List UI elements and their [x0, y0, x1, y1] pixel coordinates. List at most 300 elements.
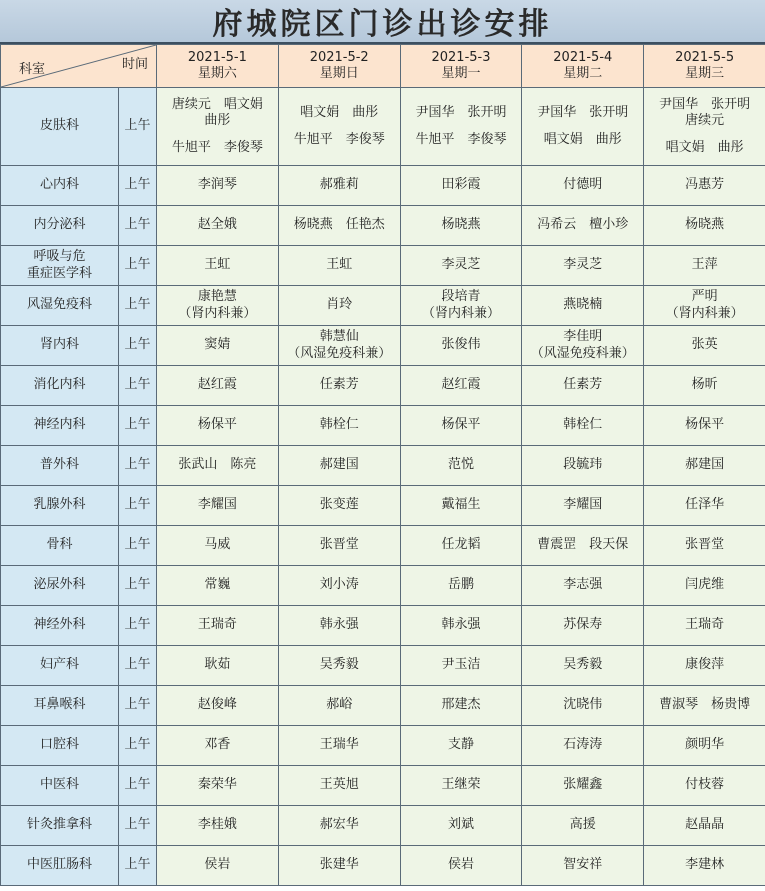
dept-cell — [1, 326, 119, 366]
doctor-cell — [644, 166, 765, 206]
dept-cell — [1, 286, 119, 326]
doctor-names: 闫虎维 — [685, 577, 725, 593]
doctor-cell — [522, 566, 644, 606]
doctor-names: 张耀鑫 — [563, 777, 603, 793]
dept-cell — [1, 526, 119, 566]
doctor-names: 张晋堂 — [685, 537, 725, 553]
dept-cell — [1, 646, 119, 686]
doctor-cell — [157, 526, 279, 566]
corner-header — [1, 45, 157, 88]
doctor-names: 马威 — [204, 537, 231, 553]
doctor-names: 曹淑琴 杨贵博 — [659, 697, 751, 713]
doctor-names: （肾内科兼） — [665, 305, 744, 321]
dept-name: 消化内科 — [33, 377, 86, 393]
doctor-names: 赵俊峰 — [197, 697, 237, 713]
day-header — [522, 45, 644, 88]
time-cell: 上午 — [119, 646, 157, 686]
line-spacer — [279, 122, 400, 132]
doctor-cell — [522, 486, 644, 526]
doctor-names: 郝宏华 — [319, 817, 359, 833]
doctor-cell — [522, 246, 644, 286]
day-date: 2021-5-5 — [675, 49, 735, 65]
doctor-cell — [400, 486, 522, 526]
dept-cell — [1, 446, 119, 486]
time-cell: 上午 — [119, 486, 157, 526]
table-row — [1, 326, 765, 366]
doctor-cell — [278, 246, 400, 286]
doctor-cell — [278, 766, 400, 806]
dept-cell — [1, 166, 119, 206]
doctor-cell — [278, 646, 400, 686]
doctor-names: 岳鹏 — [447, 577, 474, 593]
doctor-names: 唱文娟 曲彤 — [665, 139, 744, 155]
time-cell: 上午 — [119, 166, 157, 206]
doctor-names: 任龙韬 — [441, 537, 481, 553]
doctor-names: 智安祥 — [563, 857, 603, 873]
dept-name: 针灸推拿科 — [26, 817, 92, 833]
doctor-names: 李志强 — [563, 577, 603, 593]
doctor-cell — [644, 246, 765, 286]
table-row — [1, 406, 765, 446]
doctor-cell — [157, 446, 279, 486]
doctor-cell — [157, 766, 279, 806]
doctor-names: 韩栓仁 — [563, 417, 603, 433]
dept-name: 妇产科 — [39, 657, 79, 673]
doctor-names: 付德明 — [563, 177, 603, 193]
doctor-names: 唱文娟 曲彤 — [300, 105, 379, 121]
doctor-cell — [400, 366, 522, 406]
day-date: 2021-5-3 — [431, 49, 491, 65]
dept-name: 心内科 — [39, 177, 79, 193]
title-bar — [0, 0, 765, 44]
dept-name: 神经外科 — [33, 617, 86, 633]
doctor-names: 尹玉洁 — [441, 657, 481, 673]
doctor-cell — [522, 286, 644, 326]
doctor-names: （风湿免疫科兼） — [530, 345, 635, 361]
doctor-cell — [644, 686, 765, 726]
doctor-names: 康艳慧 — [197, 289, 237, 305]
doctor-cell — [522, 206, 644, 246]
doctor-names: 尹国华 张开明 — [537, 105, 629, 121]
doctor-names: 戴福生 — [441, 497, 481, 513]
doctor-names: 杨晓燕 — [441, 217, 481, 233]
doctor-cell — [522, 766, 644, 806]
doctor-cell — [157, 726, 279, 766]
table-row — [1, 246, 765, 286]
doctor-names: 肖玲 — [326, 297, 353, 313]
day-header — [278, 45, 400, 88]
time-cell: 上午 — [119, 806, 157, 846]
time-cell: 上午 — [119, 366, 157, 406]
doctor-names: 李建林 — [685, 857, 725, 873]
dept-name: 皮肤科 — [39, 118, 79, 134]
doctor-cell — [400, 606, 522, 646]
doctor-cell — [157, 206, 279, 246]
doctor-names: 田彩霞 — [441, 177, 481, 193]
doctor-cell — [278, 846, 400, 886]
doctor-names: 王继荣 — [441, 777, 481, 793]
doctor-names: 耿茹 — [204, 657, 231, 673]
doctor-names: 唐续元 — [685, 113, 725, 129]
schedule-body — [1, 88, 765, 886]
day-weekday: 星期日 — [319, 66, 359, 81]
table-row — [1, 206, 765, 246]
doctor-names: 赵全娥 — [197, 217, 237, 233]
doctor-names: 赵红霞 — [441, 377, 481, 393]
schedule-table — [0, 44, 765, 886]
doctor-names: 任素芳 — [563, 377, 603, 393]
doctor-names: 杨保平 — [197, 417, 237, 433]
doctor-cell — [522, 366, 644, 406]
doctor-names: 严明 — [691, 289, 718, 305]
doctor-cell — [522, 646, 644, 686]
table-row — [1, 486, 765, 526]
day-header — [157, 45, 279, 88]
doctor-cell — [644, 286, 765, 326]
doctor-names: 王瑞奇 — [685, 617, 725, 633]
doctor-names: 杨昕 — [691, 377, 718, 393]
time-cell: 上午 — [119, 326, 157, 366]
doctor-names: 刘小涛 — [319, 577, 359, 593]
doctor-cell — [157, 806, 279, 846]
doctor-cell — [278, 486, 400, 526]
dept-cell — [1, 486, 119, 526]
doctor-names: 尹国华 张开明 — [659, 97, 751, 113]
page-title: 府城院区门诊出诊安排 — [212, 7, 553, 42]
doctor-names: 段毓玮 — [563, 457, 603, 473]
doctor-names: 邢建杰 — [441, 697, 481, 713]
time-cell: 上午 — [119, 446, 157, 486]
doctor-names: 牛旭平 李俊琴 — [415, 131, 507, 147]
doctor-names: 曲彤 — [204, 113, 231, 129]
doctor-names: 李耀国 — [197, 497, 237, 513]
doctor-names: 杨保平 — [685, 417, 725, 433]
doctor-cell — [157, 406, 279, 446]
time-cell: 上午 — [119, 566, 157, 606]
day-weekday: 星期六 — [197, 66, 237, 81]
doctor-names: 李灵芝 — [441, 257, 481, 273]
doctor-cell — [400, 846, 522, 886]
doctor-names: 郝建国 — [319, 457, 359, 473]
dept-cell — [1, 406, 119, 446]
day-date: 2021-5-4 — [553, 49, 613, 65]
doctor-names: 康俊萍 — [685, 657, 725, 673]
doctor-cell — [157, 88, 279, 166]
doctor-names: 段培青 — [441, 289, 481, 305]
doctor-cell — [644, 806, 765, 846]
doctor-names: 燕晓楠 — [563, 297, 603, 313]
doctor-names: 郝雅莉 — [319, 177, 359, 193]
dept-name: 骨科 — [46, 537, 73, 553]
doctor-names: 韩慧仙 — [319, 329, 359, 345]
doctor-cell — [644, 206, 765, 246]
doctor-cell — [278, 326, 400, 366]
dept-name: 普外科 — [39, 457, 79, 473]
dept-name: 口腔科 — [39, 737, 79, 753]
doctor-cell — [278, 88, 400, 166]
table-row — [1, 446, 765, 486]
doctor-cell — [278, 526, 400, 566]
doctor-cell — [157, 566, 279, 606]
day-date: 2021-5-2 — [309, 49, 369, 65]
doctor-names: 唐续元 唱文娟 — [171, 97, 263, 113]
doctor-names: 任泽华 — [685, 497, 725, 513]
doctor-cell — [522, 446, 644, 486]
dept-cell — [1, 766, 119, 806]
doctor-cell — [278, 806, 400, 846]
header-row — [1, 45, 765, 88]
time-cell: 上午 — [119, 286, 157, 326]
doctor-cell — [400, 566, 522, 606]
doctor-names: 王英旭 — [319, 777, 359, 793]
line-spacer — [522, 122, 643, 132]
doctor-names: （肾内科兼） — [178, 305, 257, 321]
dept-name: 耳鼻喉科 — [33, 697, 86, 713]
dept-name: 内分泌科 — [33, 217, 86, 233]
doctor-cell — [400, 88, 522, 166]
doctor-cell — [400, 766, 522, 806]
dept-name: 肾内科 — [39, 337, 79, 353]
time-cell: 上午 — [119, 526, 157, 566]
doctor-names: 苏保寿 — [563, 617, 603, 633]
doctor-cell — [157, 166, 279, 206]
doctor-cell — [400, 206, 522, 246]
dept-cell — [1, 806, 119, 846]
doctor-names: 颜明华 — [685, 737, 725, 753]
doctor-cell — [400, 806, 522, 846]
doctor-names: 李佳明 — [563, 329, 603, 345]
doctor-cell — [400, 326, 522, 366]
table-row — [1, 286, 765, 326]
table-row — [1, 686, 765, 726]
time-cell: 上午 — [119, 88, 157, 166]
doctor-cell — [522, 846, 644, 886]
doctor-cell — [278, 206, 400, 246]
doctor-names: 郝建国 — [685, 457, 725, 473]
doctor-names: 张武山 陈亮 — [178, 457, 257, 473]
dept-cell — [1, 686, 119, 726]
doctor-cell — [400, 646, 522, 686]
doctor-cell — [400, 446, 522, 486]
time-cell: 上午 — [119, 606, 157, 646]
doctor-names: 张英 — [691, 337, 718, 353]
doctor-names: 韩永强 — [441, 617, 481, 633]
table-row — [1, 846, 765, 886]
doctor-cell — [522, 726, 644, 766]
doctor-cell — [522, 166, 644, 206]
doctor-cell — [644, 646, 765, 686]
time-cell: 上午 — [119, 246, 157, 286]
doctor-names: 支静 — [447, 737, 474, 753]
dept-name: 呼吸与危 重症医学科 — [26, 249, 92, 281]
doctor-names: 王瑞华 — [319, 737, 359, 753]
doctor-names: 杨晓燕 — [685, 217, 725, 233]
table-row — [1, 806, 765, 846]
time-column-label: 时间 — [121, 57, 148, 72]
doctor-names: 冯希云 檀小珍 — [537, 217, 629, 233]
dept-name: 中医肛肠科 — [26, 857, 92, 873]
doctor-names: 李桂娥 — [197, 817, 237, 833]
doctor-cell — [157, 646, 279, 686]
doctor-names: 李灵芝 — [563, 257, 603, 273]
doctor-names: 赵红霞 — [197, 377, 237, 393]
doctor-cell — [400, 726, 522, 766]
doctor-cell — [522, 326, 644, 366]
line-spacer — [401, 122, 522, 132]
day-date: 2021-5-1 — [187, 49, 247, 65]
line-spacer — [157, 130, 278, 140]
time-cell: 上午 — [119, 406, 157, 446]
doctor-cell — [522, 88, 644, 166]
doctor-names: （肾内科兼） — [421, 305, 500, 321]
doctor-cell — [400, 246, 522, 286]
time-cell: 上午 — [119, 846, 157, 886]
doctor-cell — [644, 486, 765, 526]
doctor-cell — [157, 486, 279, 526]
doctor-cell — [278, 606, 400, 646]
doctor-names: 牛旭平 李俊琴 — [171, 139, 263, 155]
doctor-names: 王瑞奇 — [197, 617, 237, 633]
doctor-names: 范悦 — [447, 457, 474, 473]
doctor-names: 韩永强 — [319, 617, 359, 633]
doctor-cell — [522, 406, 644, 446]
doctor-cell — [400, 686, 522, 726]
doctor-cell — [644, 846, 765, 886]
doctor-cell — [644, 726, 765, 766]
doctor-cell — [522, 686, 644, 726]
doctor-names: 高援 — [569, 817, 596, 833]
doctor-names: 常巍 — [204, 577, 231, 593]
day-header — [400, 45, 522, 88]
doctor-cell — [157, 246, 279, 286]
day-weekday: 星期二 — [563, 66, 603, 81]
doctor-names: 尹国华 张开明 — [415, 105, 507, 121]
doctor-cell — [278, 406, 400, 446]
doctor-cell — [522, 806, 644, 846]
doctor-cell — [278, 446, 400, 486]
doctor-cell — [400, 166, 522, 206]
doctor-cell — [644, 566, 765, 606]
doctor-names: 石涛涛 — [563, 737, 603, 753]
time-cell: 上午 — [119, 766, 157, 806]
doctor-names: 李润琴 — [197, 177, 237, 193]
doctor-cell — [278, 566, 400, 606]
doctor-names: 窦婧 — [204, 337, 231, 353]
doctor-names: （风湿免疫科兼） — [287, 345, 392, 361]
table-row — [1, 526, 765, 566]
doctor-names: 李耀国 — [563, 497, 603, 513]
table-row — [1, 646, 765, 686]
dept-name: 乳腺外科 — [33, 497, 86, 513]
doctor-cell — [278, 286, 400, 326]
doctor-names: 冯惠芳 — [685, 177, 725, 193]
dept-name: 泌尿外科 — [33, 577, 86, 593]
doctor-cell — [157, 286, 279, 326]
time-cell: 上午 — [119, 726, 157, 766]
dept-name: 神经内科 — [33, 417, 86, 433]
dept-cell — [1, 366, 119, 406]
doctor-cell — [400, 406, 522, 446]
doctor-names: 曹震罡 段天保 — [537, 537, 629, 553]
doctor-cell — [278, 166, 400, 206]
doctor-cell — [278, 366, 400, 406]
table-row — [1, 606, 765, 646]
doctor-names: 牛旭平 李俊琴 — [293, 131, 385, 147]
dept-cell — [1, 206, 119, 246]
doctor-cell — [278, 686, 400, 726]
table-row — [1, 166, 765, 206]
line-spacer — [644, 130, 765, 140]
day-header — [644, 45, 765, 88]
doctor-names: 唱文娟 曲彤 — [543, 131, 622, 147]
day-weekday: 星期一 — [441, 66, 481, 81]
table-row — [1, 726, 765, 766]
time-cell: 上午 — [119, 686, 157, 726]
doctor-cell — [644, 446, 765, 486]
doctor-cell — [157, 846, 279, 886]
table-row — [1, 566, 765, 606]
doctor-names: 郝峪 — [326, 697, 353, 713]
doctor-names: 任素芳 — [319, 377, 359, 393]
doctor-names: 王虹 — [204, 257, 231, 273]
table-row — [1, 766, 765, 806]
doctor-cell — [644, 406, 765, 446]
doctor-cell — [644, 766, 765, 806]
day-weekday: 星期三 — [685, 66, 725, 81]
doctor-cell — [400, 286, 522, 326]
doctor-names: 侯岩 — [204, 857, 231, 873]
doctor-cell — [522, 526, 644, 566]
doctor-names: 吴秀毅 — [319, 657, 359, 673]
doctor-names: 秦荣华 — [197, 777, 237, 793]
dept-cell — [1, 606, 119, 646]
doctor-cell — [157, 326, 279, 366]
doctor-names: 刘斌 — [447, 817, 474, 833]
doctor-names: 邓香 — [204, 737, 231, 753]
doctor-cell — [644, 88, 765, 166]
table-row — [1, 88, 765, 166]
doctor-names: 张晋堂 — [319, 537, 359, 553]
doctor-names: 王萍 — [691, 257, 718, 273]
dept-cell — [1, 726, 119, 766]
dept-cell — [1, 246, 119, 286]
dept-name: 风湿免疫科 — [26, 297, 92, 313]
doctor-cell — [157, 606, 279, 646]
table-row — [1, 366, 765, 406]
doctor-names: 赵晶晶 — [685, 817, 725, 833]
doctor-names: 杨保平 — [441, 417, 481, 433]
dept-cell — [1, 88, 119, 166]
dept-cell — [1, 846, 119, 886]
doctor-cell — [644, 606, 765, 646]
doctor-cell — [400, 526, 522, 566]
dept-cell — [1, 566, 119, 606]
doctor-names: 王虹 — [326, 257, 353, 273]
doctor-cell — [644, 526, 765, 566]
dept-name: 中医科 — [39, 777, 79, 793]
doctor-names: 张俊伟 — [441, 337, 481, 353]
doctor-names: 沈晓伟 — [563, 697, 603, 713]
doctor-names: 张建华 — [319, 857, 359, 873]
time-cell: 上午 — [119, 206, 157, 246]
doctor-names: 韩栓仁 — [319, 417, 359, 433]
doctor-cell — [157, 686, 279, 726]
doctor-names: 杨晓燕 任艳杰 — [293, 217, 385, 233]
doctor-cell — [644, 326, 765, 366]
doctor-cell — [644, 366, 765, 406]
doctor-names: 付枝蓉 — [685, 777, 725, 793]
doctor-cell — [522, 606, 644, 646]
